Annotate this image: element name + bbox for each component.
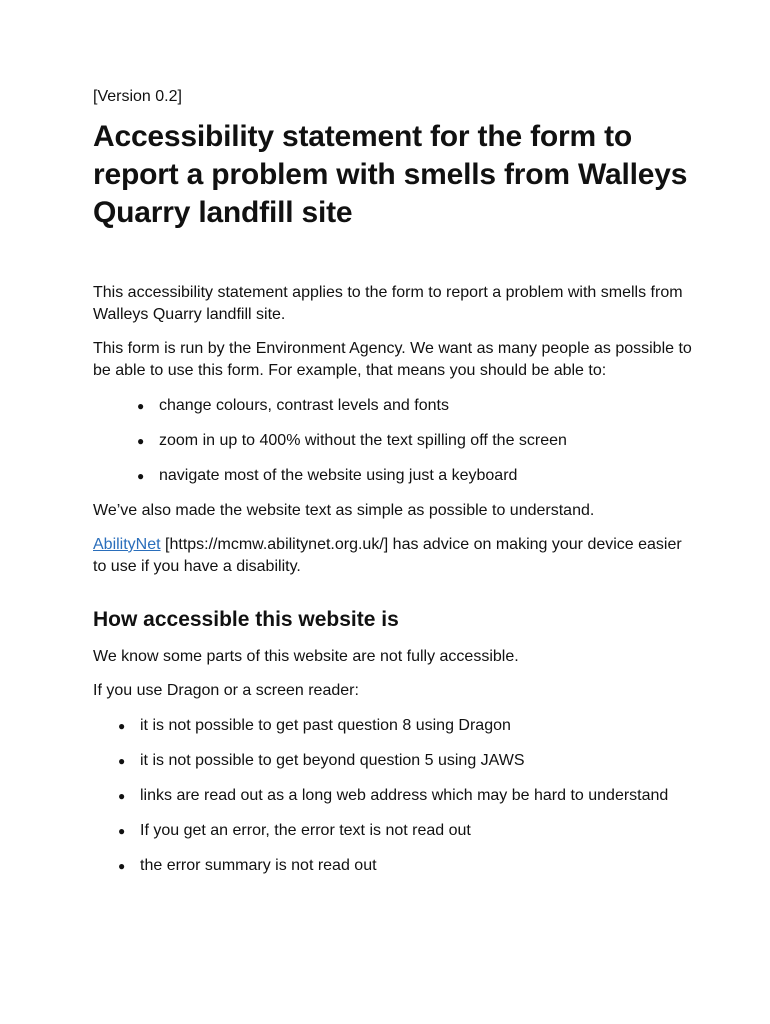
page-title: Accessibility statement for the form to report a problem with smells from Walleys Quarry landfill site [93, 120, 688, 229]
bullet-icon: ● [137, 399, 145, 413]
version-label: [Version 0.2] [93, 88, 182, 105]
simple-text-paragraph: We’ve also made the website text as simple as possible to understand. [93, 502, 595, 519]
bullet-icon: ● [137, 469, 145, 483]
document-page [93, 84, 693, 890]
list-item: ● it is not possible to get past question 8 using Dragon [140, 715, 693, 737]
bullet-icon: ● [118, 789, 126, 803]
abilities-list [93, 395, 693, 487]
bullet-icon: ● [118, 824, 126, 838]
not-fully-paragraph: We know some parts of this website are not fully accessible. [93, 648, 519, 665]
dragon-intro-paragraph: If you use Dragon or a screen reader: [93, 682, 359, 699]
run-by-paragraph: This form is run by the Environment Agency. We want as many people as possible to be able to use this form. For example, that means you should be able to: [93, 340, 692, 379]
bullet-icon: ● [118, 859, 126, 873]
abilitynet-paragraph [93, 534, 693, 578]
bullet-icon: ● [118, 754, 126, 768]
list-item: ● navigate most of the website using just a keyboard [159, 465, 693, 487]
abilitynet-link[interactable]: AbilityNet [93, 536, 161, 553]
issues-list [93, 715, 693, 877]
list-item: ● links are read out as a long web address which may be hard to understand [140, 785, 693, 807]
list-item: ● it is not possible to get beyond question 5 using JAWS [140, 750, 693, 772]
list-item: ● change colours, contrast levels and fonts [159, 395, 693, 417]
bullet-icon: ● [118, 719, 126, 733]
list-item: ● zoom in up to 400% without the text spilling off the screen [159, 430, 693, 452]
list-item: ● If you get an error, the error text is not read out [140, 820, 693, 842]
bullet-icon: ● [137, 434, 145, 448]
list-item: ● the error summary is not read out [140, 855, 693, 877]
section-heading: How accessible this website is [93, 608, 399, 631]
abilitynet-text: [https://mcmw.abilitynet.org.uk/] has advice on making your device easier to use if you have a disability. [93, 536, 682, 575]
intro-paragraph: This accessibility statement applies to the form to report a problem with smells from Walleys Quarry landfill site. [93, 284, 683, 323]
